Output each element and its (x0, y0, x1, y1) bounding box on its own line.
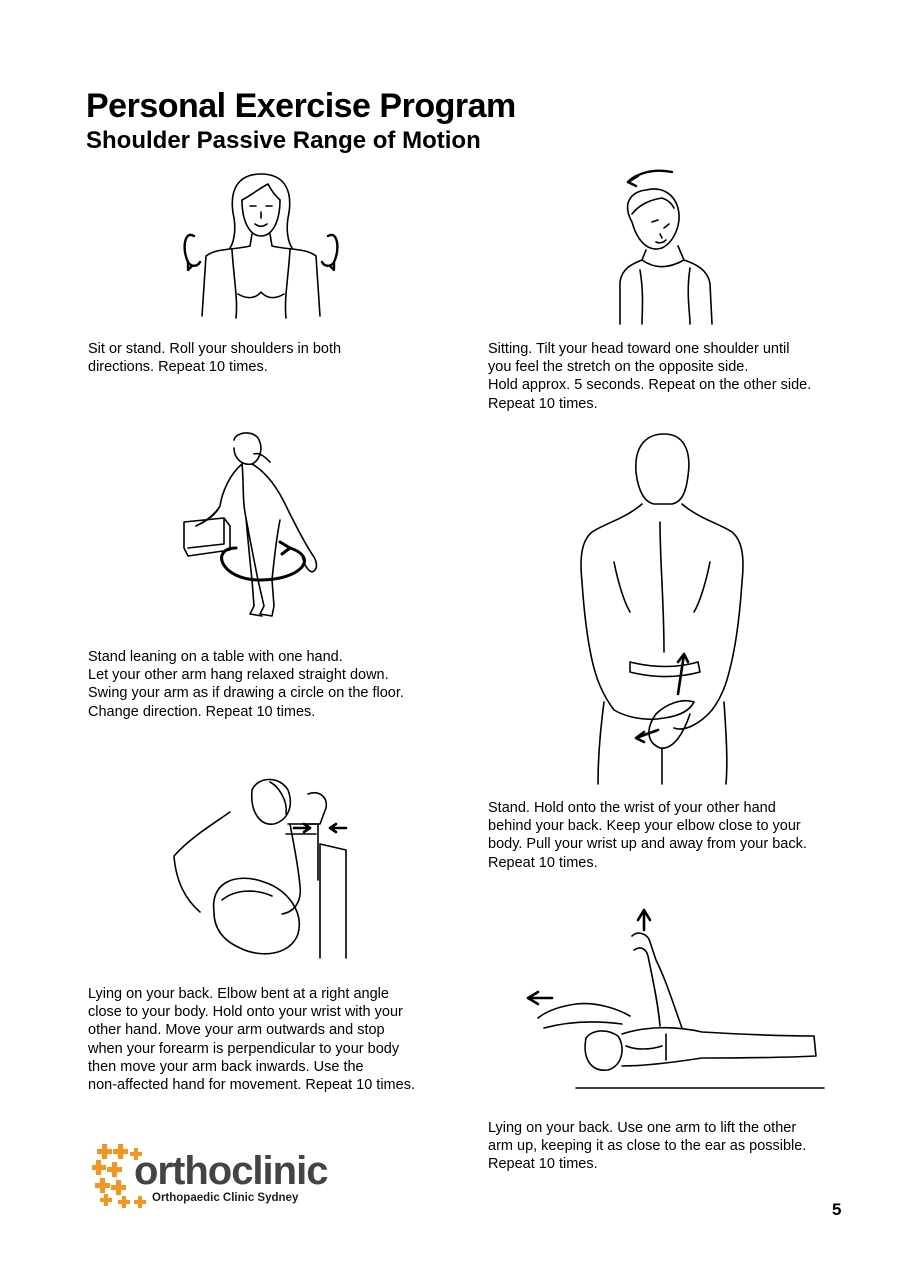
exercise-3-instructions: Stand leaning on a table with one hand. Let your other arm hang relaxed straight down. Swing your arm as if drawing a circle on the floor. Change direction. Repeat 10 times. (88, 649, 404, 720)
exercise-1-instructions: Sit or stand. Roll your shoulders in both directions. Repeat 10 times. (88, 341, 342, 376)
page-number: 5 (832, 1200, 842, 1219)
exercise-2-instructions: Sitting. Tilt your head toward one shoulder until you feel the stretch on the opposite side. Hold approx. 5 seconds. Repeat on the other side. Repeat 10 times. (488, 341, 812, 412)
page-title: Personal Exercise Program (86, 87, 516, 125)
exercise-4-instructions: Stand. Hold onto the wrist of your other hand behind your back. Keep your elbow close to your body. Pull your wrist up and away from your back. Repeat 10 times. (488, 800, 807, 871)
shoulder-roll-illustration (176, 170, 346, 320)
exercise-6-instructions: Lying on your back. Use one arm to lift the other arm up, keeping it as close to the ear as possible. Repeat 10 times. (488, 1120, 807, 1173)
brand-name: orthoclinic (134, 1149, 328, 1193)
exercise-5-instructions: Lying on your back. Elbow bent at a right angle close to your body. Hold onto your wrist with your other hand. Move your arm outwards and stop when your forearm is perpendicular to your body then move your arm back inwards. Use the non-affected hand for movement. Repeat 10 times. (88, 986, 415, 1094)
head-tilt-illustration (612, 164, 722, 326)
behind-back-wrist-pull-illustration (574, 432, 750, 784)
lying-arm-lift-illustration (526, 906, 826, 1098)
brand-tagline: Orthopaedic Clinic Sydney (152, 1192, 299, 1204)
lying-external-rotation-illustration (170, 772, 348, 958)
page-subtitle: Shoulder Passive Range of Motion (86, 127, 481, 154)
pendulum-swing-illustration (180, 430, 330, 626)
